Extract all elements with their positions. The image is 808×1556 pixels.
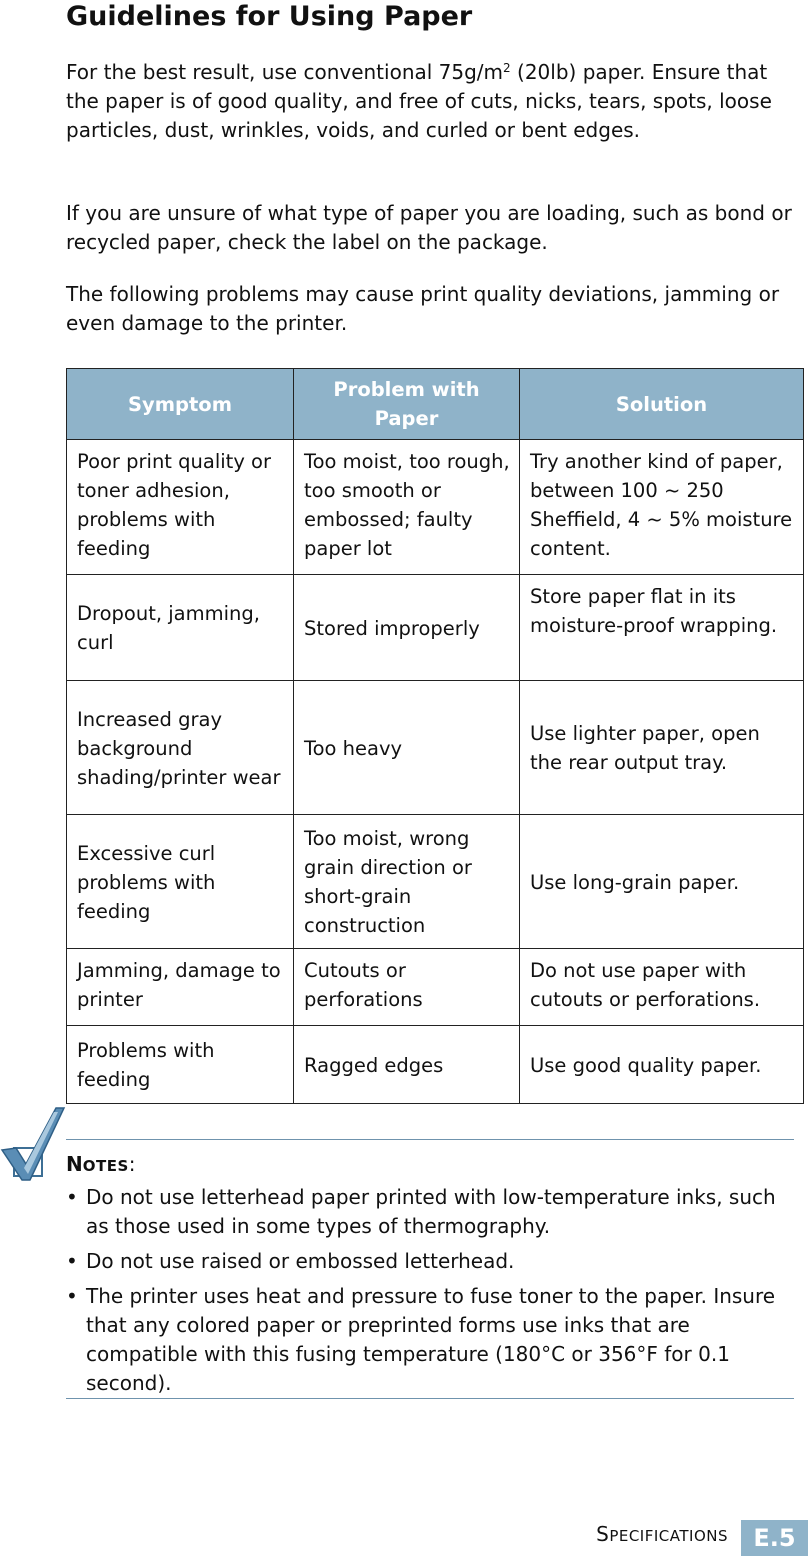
notes-list [66, 1183, 796, 1404]
header-solution: Solution [520, 369, 804, 440]
problem-cell: Too moist, wrong grain direction or short-grain construction [294, 815, 520, 949]
symptom-cell: Dropout, jamming, curl [67, 575, 294, 681]
solution-cell: Use long-grain paper. [520, 815, 804, 949]
notes-heading-rest: OTES [82, 1157, 129, 1175]
problem-cell: Too heavy [294, 681, 520, 815]
page-number-badge: E.5 [741, 1520, 808, 1556]
symptom-cell: Problems with feeding [67, 1026, 294, 1104]
symptom-cell: Increased gray background shading/printer wear [67, 681, 294, 815]
intro-p1-superscript: 2 [503, 61, 511, 75]
solution-cell: Use good quality paper. [520, 1026, 804, 1104]
problem-cell: Cutouts or perforations [294, 949, 520, 1026]
table-row [67, 949, 804, 1026]
intro-paragraph-2: If you are unsure of what type of paper you are loading, such as bond or recycled paper, check the label on the package. [66, 201, 792, 254]
table-row [67, 1026, 804, 1104]
intro-paragraph-3: The following problems may cause print quality deviations, jamming or even damage to the printer. [66, 282, 780, 335]
solution-cell: Use lighter paper, open the rear output tray. [520, 681, 804, 815]
symptom-cell: Jamming, damage to printer [67, 949, 294, 1026]
note-text: Do not use letterhead paper printed with low-temperature inks, such as those used in some types of thermography. [86, 1185, 776, 1238]
checkmark-icon [0, 1104, 66, 1184]
solution-cell: Store paper flat in its moisture-proof wrapping. [520, 575, 804, 681]
header-problem: Problem with Paper [294, 369, 520, 440]
list-item [66, 1247, 796, 1276]
notes-heading [66, 1150, 136, 1180]
footer-section-rest: PECIFICATIONS [609, 1527, 728, 1545]
note-text: The printer uses heat and pressure to fuse toner to the paper. Insure that any colored paper or preprinted forms use inks that are compatible with this fusing temperature (180°C or 356°F for 0.1 second). [86, 1284, 776, 1395]
footer-section-initial: S [596, 1522, 610, 1546]
table-row [67, 440, 804, 575]
table-row [67, 681, 804, 815]
problem-cell: Too moist, too rough, too smooth or embossed; faulty paper lot [294, 440, 520, 575]
header-symptom: Symptom [67, 369, 294, 440]
symptom-cell: Poor print quality or toner adhesion, problems with feeding [67, 440, 294, 575]
table-row [67, 575, 804, 681]
problem-cell: Stored improperly [294, 575, 520, 681]
list-item [66, 1183, 796, 1241]
footer-section-title [596, 1522, 728, 1548]
solution-cell: Do not use paper with cutouts or perforations. [520, 949, 804, 1026]
bullet: • [66, 1185, 78, 1209]
notes-top-rule [66, 1139, 794, 1140]
intro-p1-text-b: (20lb) paper. Ensure that the paper is of good quality, and free of cuts, nicks, tears, spots, loose particles, dust, wrinkles, voids, and curled or bent edges. [66, 60, 772, 142]
symptom-cell: Excessive curl problems with feeding [67, 815, 294, 949]
page-title: Guidelines for Using Paper [66, 1, 473, 32]
bullet: • [66, 1284, 78, 1308]
notes-bottom-rule [66, 1398, 794, 1399]
notes-heading-colon: : [128, 1152, 136, 1176]
table-row [67, 815, 804, 949]
notes-heading-initial: N [66, 1152, 83, 1176]
intro-paragraph-1 [66, 58, 796, 145]
problem-cell: Ragged edges [294, 1026, 520, 1104]
paper-problems-table [66, 368, 804, 1104]
solution-cell: Try another kind of paper, between 100 ~ 250 Sheffield, 4 ~ 5% moisture content. [520, 440, 804, 575]
list-item [66, 1282, 796, 1398]
note-text: Do not use raised or embossed letterhead. [86, 1249, 515, 1273]
intro-p1-text-a: For the best result, use conventional 75g/m [66, 60, 504, 84]
bullet: • [66, 1249, 78, 1273]
table-header-row [67, 369, 804, 440]
